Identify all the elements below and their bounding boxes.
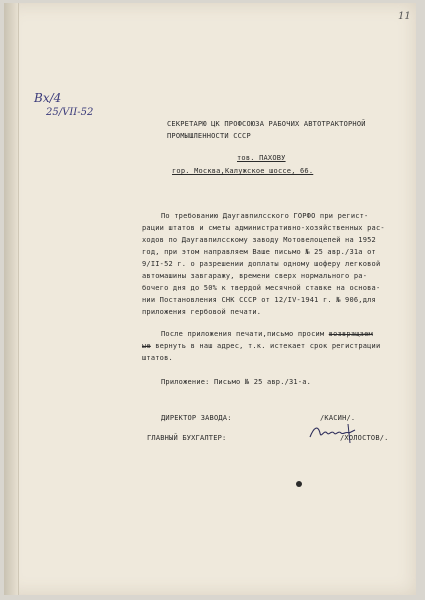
body-line-8: нии Постановления СНК СССР от 12/IV-1941 г. № 906,для (142, 296, 376, 304)
registration-stamp (32, 91, 102, 127)
recipient-name: тов. ПАХОВУ (237, 154, 286, 162)
stamp-line-1: Вх/4 (34, 91, 62, 105)
page-number: 11 (398, 11, 411, 22)
request-text-b: вернуть в наш адрес, т.к. истекает срок регистрации (150, 342, 381, 350)
request-line-3: штатов. (142, 354, 173, 362)
recipient-title-line-1: СЕКРЕТАРЮ ЦК ПРОФСОЮЗА РАБОЧИХ АВТОТРАКТОРНОЙ (167, 120, 366, 128)
body-line-1: По требованию Даугавпилсского ГОРФО при регист- (161, 212, 369, 220)
recipient-title-line-2: ПРОМЫШЛЕННОСТИ СССР (167, 132, 251, 140)
request-text-a: После приложения печати,письмо просим (161, 330, 329, 338)
handwritten-signature (308, 421, 358, 445)
recipient-address: гор. Москва,Калужское шоссе, 66. (172, 167, 314, 175)
document-sheet (4, 3, 416, 595)
attachment-note: Приложение: Письмо № 25 авр./31-а. (161, 378, 312, 386)
body-line-6: автомашины завгаражу, времени сверх нормального ра- (142, 272, 368, 280)
body-line-2: рации штатов и сметы административно-хозяйственных рас- (142, 224, 385, 232)
body-line-7: бочего дня до 50% к твердой месячной ставке на основа- (142, 284, 381, 292)
stamp-line-2: 25/VII-52 (46, 107, 94, 118)
binding-edge (4, 3, 19, 595)
body-line-5: 9/II-52 г. о разрешении доплаты одному шоферу легковой (142, 260, 381, 268)
request-line-1 (161, 330, 373, 339)
request-line-2 (142, 342, 380, 351)
ink-dot (296, 481, 302, 487)
body-line-9: приложения гербовой печати. (142, 308, 262, 316)
accountant-title: ГЛАВНЫЙ БУХГАЛТЕР: (147, 434, 227, 442)
director-name: /КАСИН/. (320, 414, 356, 422)
request-struck-word: возвращаем (328, 330, 373, 338)
body-line-4: год, при этом направляем Ваше письмо № 25 авр./31а от (142, 248, 376, 256)
accountant-name: /ХОЛОСТОВ/. (340, 434, 389, 442)
body-line-3: ходов по Даугавпилсскому заводу Мотовелоцепей на 1952 (142, 236, 376, 244)
request-struck-ending: ые (142, 342, 151, 350)
director-title: ДИРЕКТОР ЗАВОДА: (161, 414, 232, 422)
